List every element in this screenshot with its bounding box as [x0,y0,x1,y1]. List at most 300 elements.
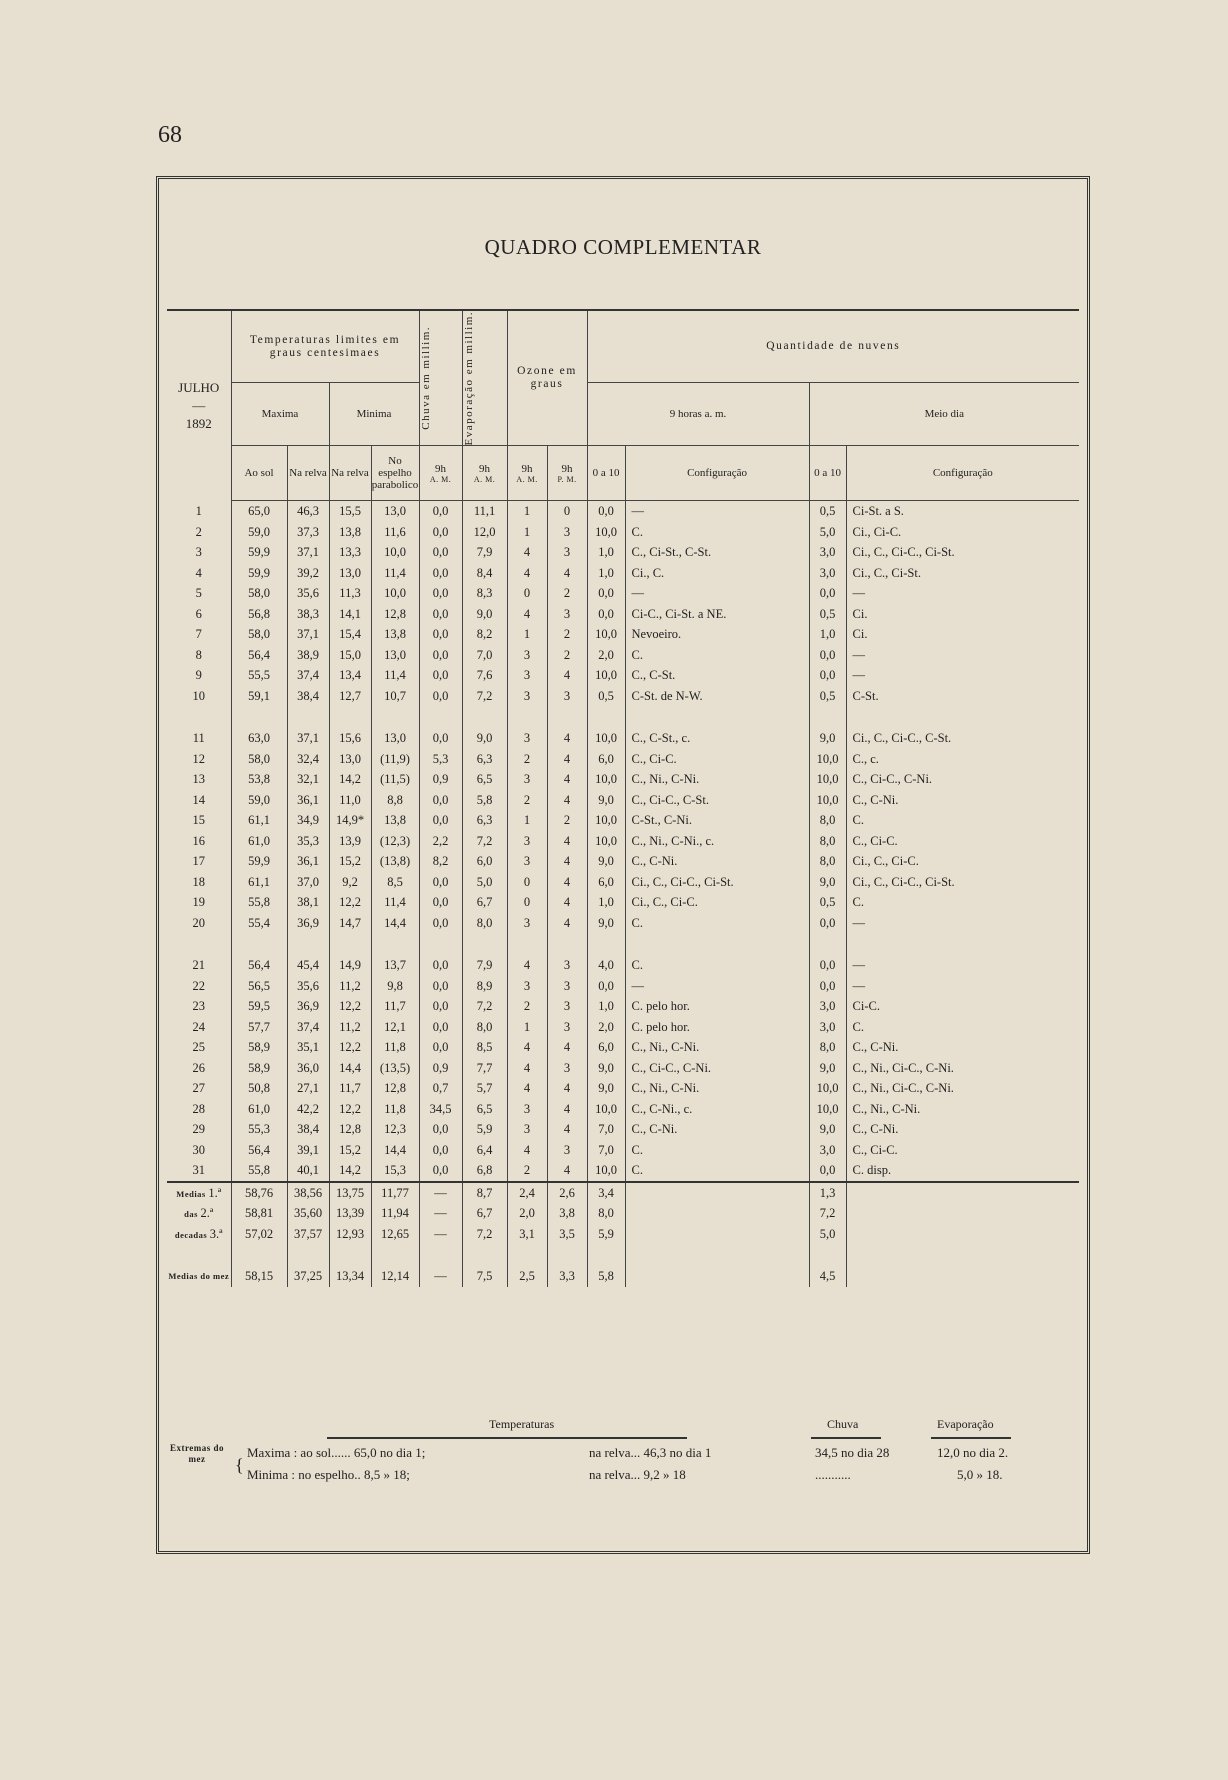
cell-na-relva-min: 15,0 [329,645,371,666]
cell-ao-sol: 55,5 [231,665,287,686]
cell-config-9h: — [625,501,809,522]
month-avg-cell-no-espelho: 12,14 [371,1266,419,1287]
cell-ozone-am: 2 [507,790,547,811]
cell-chuva: 0,0 [419,686,462,707]
cell-day: 15 [192,813,205,828]
chuva-rule [811,1437,881,1439]
cell-nuvens-noon: 0,5 [809,501,846,522]
decade-ordinal-text: 2.ª [200,1206,214,1221]
cell-ozone-pm: 4 [547,563,587,584]
cell-nuvens-9h: 6,0 [587,1037,625,1058]
cell-config-noon: C., c. [846,749,1079,770]
maxima-relva: na relva... 46,3 no dia 1 [589,1445,712,1460]
cell-chuva: 0,0 [419,604,462,625]
cell-config-9h: C. [625,913,809,934]
cell-config-noon: — [846,665,1079,686]
cell-ozone-am: 4 [507,542,547,563]
cell-config-noon: — [846,645,1079,666]
cell-config-noon: C. [846,810,1079,831]
cell-na-relva-min: 15,5 [329,501,371,522]
cell-na-relva-min: 14,7 [329,913,371,934]
scale-noon-header: 0 a 10 [809,446,846,501]
cell-ozone-am: 3 [507,1099,547,1120]
cell-config-9h: — [625,976,809,997]
cell-no-espelho: (13,8) [371,851,419,872]
cell-ozone-am: 3 [507,1119,547,1140]
cell-evaporacao: 7,9 [462,542,507,563]
cell-ao-sol: 57,7 [231,1017,287,1038]
cell-na-relva-min: 12,2 [329,996,371,1017]
cell-chuva: 0,0 [419,913,462,934]
cell-ao-sol: 56,8 [231,604,287,625]
cell-config-noon: Ci., Ci-C. [846,522,1079,543]
cell-no-espelho: 13,0 [371,501,419,522]
cell-chuva: 0,0 [419,501,462,522]
cell-ozone-pm: 2 [547,624,587,645]
cell-ozone-am: 4 [507,604,547,625]
cell-ao-sol: 58,0 [231,749,287,770]
cell-day: 12 [192,751,205,766]
cell-ozone-pm: 3 [547,1017,587,1038]
avg-cell-na-relva-max: 35,60 [287,1203,329,1224]
cell-ao-sol: 50,8 [231,1078,287,1099]
cell-config-noon: C., Ci-C., C-Ni. [846,769,1079,790]
avg-cell-chuva: — [419,1182,462,1204]
cell-nuvens-9h: 10,0 [587,665,625,686]
cell-na-relva-max: 36,1 [287,790,329,811]
cell-nuvens-9h: 4,0 [587,955,625,976]
cell-nuvens-9h: 9,0 [587,851,625,872]
decade-ordinal [167,1203,231,1224]
cell-evaporacao: 6,4 [462,1140,507,1161]
month-avg-cell-ozone-pm: 3,3 [547,1266,587,1287]
cell-evaporacao: 11,1 [462,501,507,522]
cell-day: 26 [192,1060,205,1075]
ozone-pm-header: 9h P. M. [547,446,587,501]
cell-config-9h: Nevoeiro. [625,624,809,645]
cell-config-noon: Ci., C., Ci-C., C-St. [846,728,1079,749]
cell-nuvens-9h: 0,0 [587,501,625,522]
cell-nuvens-noon: 10,0 [809,749,846,770]
cell-na-relva-max: 35,3 [287,831,329,852]
month-avg-cell-ao-sol: 58,15 [231,1266,287,1287]
cell-day: 3 [195,545,202,560]
cell-nuvens-9h: 0,0 [587,604,625,625]
avg-cell-config-9h [625,1224,809,1245]
evap-time-header: 9h A. M. [462,446,507,501]
table-row [167,583,1079,604]
table-row [167,1140,1079,1161]
cell-ao-sol: 59,9 [231,542,287,563]
cell-no-espelho: 8,8 [371,790,419,811]
cell-config-noon: Ci. [846,604,1079,625]
cell-config-9h: C., C-St. [625,665,809,686]
cell-ozone-pm: 4 [547,749,587,770]
table-row [167,1099,1079,1120]
temperaturas-label: Temperaturas [489,1417,555,1431]
cell-na-relva-min: 15,2 [329,1140,371,1161]
minima-line: Minima : no espelho.. 8,5 » 18; [247,1467,410,1482]
cell-na-relva-max: 46,3 [287,501,329,522]
cell-no-espelho: 12,8 [371,1078,419,1099]
cell-config-9h: C., C-St., c. [625,728,809,749]
month-avg-cell-na-relva-max: 37,25 [287,1266,329,1287]
cell-chuva: 0,0 [419,955,462,976]
month-avg-cell-config-9h [625,1266,809,1287]
cell-chuva: 34,5 [419,1099,462,1120]
table-row [167,1037,1079,1058]
decade-ordinal-text: 3.ª [209,1226,223,1241]
cell-config-noon: C. [846,1017,1079,1038]
cell-config-9h: C. [625,1140,809,1161]
cell-ozone-am: 3 [507,728,547,749]
cell-no-espelho: 12,3 [371,1119,419,1140]
cell-na-relva-max: 39,2 [287,563,329,584]
extremes-side-label: Extremas do mez [169,1443,225,1464]
cell-config-noon: — [846,913,1079,934]
cell-na-relva-max: 38,3 [287,604,329,625]
cell-evaporacao: 9,0 [462,728,507,749]
cell-config-9h: Ci., C. [625,563,809,584]
cell-no-espelho: 13,7 [371,955,419,976]
cell-evaporacao: 6,5 [462,769,507,790]
cell-config-noon: Ci. [846,624,1079,645]
cell-nuvens-9h: 9,0 [587,1058,625,1079]
cell-nuvens-9h: 9,0 [587,1078,625,1099]
avg-cell-ozone-pm: 3,8 [547,1203,587,1224]
cell-nuvens-noon: 10,0 [809,1078,846,1099]
cell-ozone-am: 3 [507,831,547,852]
cell-config-noon: Ci., C., Ci-C., Ci-St. [846,542,1079,563]
table-row [167,665,1079,686]
avg-cell-chuva: — [419,1224,462,1245]
cell-config-9h: C. pelo hor. [625,996,809,1017]
cell-ozone-pm: 4 [547,1119,587,1140]
cell-no-espelho: (11,5) [371,769,419,790]
cell-config-9h: C. [625,522,809,543]
avg-cell-nuvens-noon: 5,0 [809,1224,846,1245]
cell-nuvens-9h: 1,0 [587,563,625,584]
cell-config-noon: — [846,955,1079,976]
cell-nuvens-noon: 3,0 [809,563,846,584]
cell-chuva: 0,0 [419,1119,462,1140]
cell-nuvens-noon: 0,5 [809,604,846,625]
table-frame [156,176,1090,1554]
cell-day: 8 [195,647,202,662]
cell-ao-sol: 55,3 [231,1119,287,1140]
month-average-label: Medias do mez [168,1271,230,1282]
avg-cell-na-relva-min: 13,39 [329,1203,371,1224]
cell-config-noon: — [846,583,1079,604]
avg-cell-config-9h [625,1203,809,1224]
month-avg-cell-evaporacao: 7,5 [462,1266,507,1287]
table-row [167,645,1079,666]
decade-ordinal-text: 1.ª [208,1185,222,1200]
cell-nuvens-noon: 8,0 [809,851,846,872]
cell-na-relva-min: 11,2 [329,1017,371,1038]
cell-na-relva-max: 34,9 [287,810,329,831]
cell-nuvens-9h: 10,0 [587,831,625,852]
cell-day: 30 [192,1142,205,1157]
cell-no-espelho: 11,8 [371,1037,419,1058]
table-row [167,913,1079,934]
cell-evaporacao: 7,2 [462,686,507,707]
cell-day: 20 [192,915,205,930]
cell-na-relva-min: 14,9 [329,955,371,976]
cell-chuva: 0,0 [419,1017,462,1038]
cell-ozone-am: 3 [507,686,547,707]
avg-cell-config-noon [846,1203,1079,1224]
decade-ordinal [167,1224,231,1245]
cell-na-relva-max: 38,4 [287,686,329,707]
cell-day: 22 [192,978,205,993]
cell-ao-sol: 56,4 [231,1140,287,1161]
cell-ozone-am: 0 [507,872,547,893]
minima-chuva: ........... [815,1467,851,1482]
cell-na-relva-max: 38,1 [287,892,329,913]
cell-na-relva-min: 12,7 [329,686,371,707]
cell-day: 18 [192,874,205,889]
cell-ozone-pm: 4 [547,851,587,872]
month-average-row [167,1266,1079,1287]
cell-evaporacao: 5,0 [462,872,507,893]
cell-na-relva-max: 32,4 [287,749,329,770]
table-row [167,769,1079,790]
table-body [167,501,1079,1287]
cell-nuvens-noon: 9,0 [809,1119,846,1140]
table-row [167,831,1079,852]
nove-horas-header: 9 horas a. m. [587,383,809,446]
cell-evaporacao: 7,0 [462,645,507,666]
cell-nuvens-noon: 1,0 [809,624,846,645]
cell-no-espelho: (12,3) [371,831,419,852]
avg-cell-na-relva-max: 37,57 [287,1224,329,1245]
cell-ozone-am: 4 [507,563,547,584]
cell-ozone-pm: 4 [547,1160,587,1182]
cell-na-relva-min: 14,1 [329,604,371,625]
cell-config-9h: Ci., C., Ci-C., Ci-St. [625,872,809,893]
decade-average-label-part: Medias [176,1188,209,1199]
decade-average-label-part: decadas [174,1229,210,1240]
avg-cell-ao-sol: 58,76 [231,1182,287,1204]
month-avg-cell-nuvens-9h: 5,8 [587,1266,625,1287]
cell-na-relva-min: 14,4 [329,1058,371,1079]
cell-na-relva-min: 12,2 [329,1037,371,1058]
cell-ao-sol: 59,9 [231,563,287,584]
cell-ao-sol: 56,4 [231,955,287,976]
cell-ozone-am: 1 [507,522,547,543]
table-row [167,810,1079,831]
cell-evaporacao: 7,2 [462,996,507,1017]
cell-ozone-am: 3 [507,976,547,997]
cell-ozone-am: 0 [507,892,547,913]
cell-na-relva-max: 35,6 [287,583,329,604]
cell-config-noon: C., Ci-C. [846,1140,1079,1161]
cell-no-espelho: (13,5) [371,1058,419,1079]
cell-na-relva-min: 15,2 [329,851,371,872]
cell-ozone-pm: 4 [547,790,587,811]
cell-no-espelho: 12,1 [371,1017,419,1038]
cell-no-espelho: 14,4 [371,913,419,934]
cell-nuvens-noon: 3,0 [809,1140,846,1161]
cell-config-9h: C., Ni., C-Ni., c. [625,831,809,852]
cell-ozone-am: 2 [507,1160,547,1182]
cell-nuvens-noon: 8,0 [809,810,846,831]
cell-na-relva-max: 37,1 [287,728,329,749]
cell-config-9h: C., Ni., C-Ni. [625,769,809,790]
cell-nuvens-noon: 0,0 [809,913,846,934]
table-row [167,892,1079,913]
table-row [167,522,1079,543]
cell-no-espelho: 9,8 [371,976,419,997]
temp-group-header: Temperaturas limites em graus centesimaes [231,310,419,383]
month-header: JULHO — 1892 [167,310,231,501]
cell-config-9h: C., Ci-C., C-Ni. [625,1058,809,1079]
cell-day: 24 [192,1019,205,1034]
cell-chuva: 0,0 [419,790,462,811]
cell-evaporacao: 8,2 [462,624,507,645]
chuva-header: Chuva em millim. [419,310,462,446]
table-row [167,851,1079,872]
cell-nuvens-9h: 2,0 [587,645,625,666]
cell-ozone-pm: 3 [547,686,587,707]
decade-average-label-part: das [184,1209,201,1220]
cell-ozone-am: 4 [507,1058,547,1079]
table-row [167,728,1079,749]
cell-ao-sol: 65,0 [231,501,287,522]
cell-ozone-am: 3 [507,769,547,790]
cell-nuvens-9h: 9,0 [587,790,625,811]
cell-nuvens-9h: 10,0 [587,1099,625,1120]
cell-config-9h: C., Ni., C-Ni. [625,1037,809,1058]
cell-no-espelho: 13,8 [371,810,419,831]
cell-evaporacao: 6,0 [462,851,507,872]
cell-day: 27 [192,1081,205,1096]
month-avg-cell-ozone-am: 2,5 [507,1266,547,1287]
cell-na-relva-max: 35,1 [287,1037,329,1058]
cell-no-espelho: 10,0 [371,583,419,604]
cell-ao-sol: 56,5 [231,976,287,997]
cell-no-espelho: 11,7 [371,996,419,1017]
table-row [167,749,1079,770]
ao-sol-header: Ao sol [231,446,287,501]
cell-no-espelho: 11,4 [371,892,419,913]
cell-ao-sol: 59,9 [231,851,287,872]
cell-day: 14 [192,792,205,807]
cell-ao-sol: 59,5 [231,996,287,1017]
cell-day: 11 [192,731,205,746]
cell-chuva: 0,0 [419,892,462,913]
table-row [167,686,1079,707]
cell-ao-sol: 58,9 [231,1037,287,1058]
avg-cell-na-relva-min: 12,93 [329,1224,371,1245]
cell-nuvens-noon: 8,0 [809,831,846,852]
cell-chuva: 0,0 [419,996,462,1017]
table-row [167,1160,1079,1182]
cell-config-noon: C., C-Ni. [846,790,1079,811]
cell-evaporacao: 8,4 [462,563,507,584]
cell-ozone-am: 3 [507,645,547,666]
cell-day: 4 [195,565,202,580]
cell-day: 17 [192,854,205,869]
scale-9h-header: 0 a 10 [587,446,625,501]
cell-nuvens-noon: 0,0 [809,665,846,686]
cell-no-espelho: 13,8 [371,624,419,645]
cell-na-relva-max: 42,2 [287,1099,329,1120]
avg-cell-ozone-am: 2,4 [507,1182,547,1204]
cell-config-9h: C. [625,645,809,666]
avg-cell-nuvens-9h: 5,9 [587,1224,625,1245]
avg-cell-config-noon [846,1182,1079,1204]
cell-nuvens-9h: 1,0 [587,542,625,563]
cell-na-relva-max: 39,1 [287,1140,329,1161]
cell-evaporacao: 6,5 [462,1099,507,1120]
table-row [167,1017,1079,1038]
temperaturas-rule [327,1437,687,1439]
decade-gap [167,706,1079,728]
cell-na-relva-max: 32,1 [287,769,329,790]
cell-ozone-pm: 3 [547,1140,587,1161]
cell-chuva: 0,0 [419,522,462,543]
cell-nuvens-noon: 9,0 [809,872,846,893]
cell-no-espelho: 13,0 [371,728,419,749]
cell-config-9h: C. pelo hor. [625,1017,809,1038]
cell-config-noon: C., C-Ni. [846,1037,1079,1058]
month-avg-cell-chuva: — [419,1266,462,1287]
cell-na-relva-min: 15,6 [329,728,371,749]
cell-nuvens-noon: 0,0 [809,583,846,604]
cell-evaporacao: 7,2 [462,831,507,852]
cell-config-noon: — [846,976,1079,997]
cell-chuva: 0,0 [419,728,462,749]
cell-evaporacao: 8,9 [462,976,507,997]
cell-chuva: 0,9 [419,769,462,790]
cell-na-relva-min: 13,8 [329,522,371,543]
cell-evaporacao: 8,0 [462,1017,507,1038]
avg-cell-evaporacao: 7,2 [462,1224,507,1245]
cell-na-relva-min: 13,0 [329,563,371,584]
cell-ao-sol: 61,0 [231,1099,287,1120]
cell-no-espelho: (11,9) [371,749,419,770]
cell-nuvens-noon: 0,0 [809,1160,846,1182]
avg-cell-nuvens-9h: 8,0 [587,1203,625,1224]
cell-nuvens-noon: 10,0 [809,769,846,790]
decade-gap [167,933,1079,955]
cell-na-relva-max: 36,9 [287,913,329,934]
cell-ao-sol: 55,4 [231,913,287,934]
cell-config-9h: C., Ci-C. [625,749,809,770]
cell-no-espelho: 15,3 [371,1160,419,1182]
cell-chuva: 0,0 [419,1160,462,1182]
decade-average-row [167,1203,1079,1224]
cell-na-relva-min: 14,2 [329,769,371,790]
cell-chuva: 0,0 [419,872,462,893]
cell-chuva: 0,0 [419,583,462,604]
cell-evaporacao: 8,0 [462,913,507,934]
cell-day: 31 [192,1163,205,1178]
cell-ozone-am: 3 [507,851,547,872]
cell-config-9h: C-St., C-Ni. [625,810,809,831]
minima-header: Minima [329,383,419,446]
avg-cell-ao-sol: 58,81 [231,1203,287,1224]
cell-no-espelho: 11,4 [371,563,419,584]
meio-dia-header: Meio dia [809,383,1079,446]
cell-no-espelho: 13,0 [371,645,419,666]
cell-nuvens-noon: 0,0 [809,976,846,997]
cell-nuvens-9h: 6,0 [587,872,625,893]
cell-ozone-pm: 4 [547,665,587,686]
cell-day: 29 [192,1122,205,1137]
